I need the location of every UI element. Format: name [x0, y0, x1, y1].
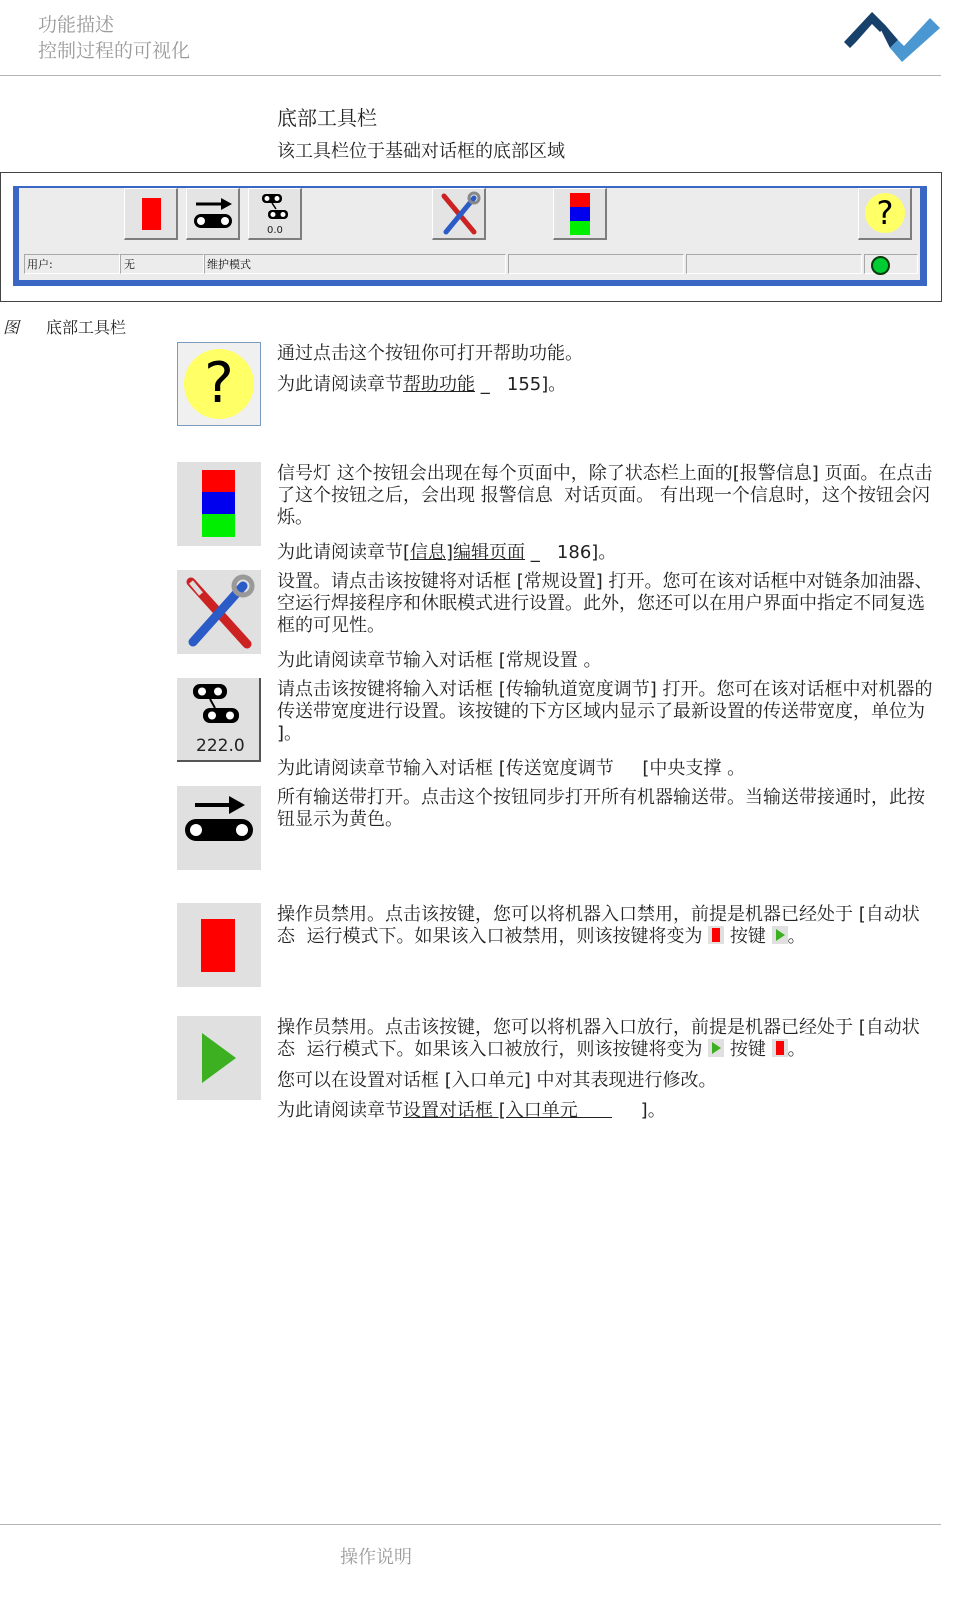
inlet-release-description: 操作员禁用。点击该按键，您可以将机器入口放行，前提是机器已经处于 [自动状态 运行模式下。如果该入口被放行，则该按键将变为 按键 。 — [277, 1017, 920, 1060]
tools-wrench-screwdriver-icon — [434, 190, 484, 238]
conveyors-description: 所有输送带打开。点击这个按钮同步打开所有机器输送带。当输送带接通时，此按钮显示为黄色。 — [277, 787, 925, 830]
signal-light-icon — [202, 470, 235, 537]
toolbar-stop-button[interactable] — [124, 188, 178, 240]
conveyor-start-icon — [177, 786, 261, 870]
inlet-release-reference: 为此请阅读章节设置对话框 [入口单元 ]。 — [277, 1100, 666, 1121]
tools-wrench-screwdriver-icon — [177, 570, 261, 654]
signal-light-button-large — [177, 462, 261, 546]
help-button-large — [177, 342, 261, 426]
footer-text: 操作说明 — [340, 1547, 412, 1568]
signal-light-icon — [570, 193, 590, 235]
green-play-icon — [202, 1033, 236, 1083]
red-stop-mini-icon — [708, 926, 724, 944]
red-stop-mini-icon — [772, 1039, 788, 1057]
section-title: 底部工具栏 — [277, 106, 377, 130]
conveyor-width-value: 222.0 — [196, 736, 245, 756]
conveyor-width-button-large — [177, 678, 261, 762]
help-description: 通过点击这个按钮你可打开帮助功能。 — [277, 343, 583, 364]
inlet-disable-button-large — [177, 903, 261, 987]
toolbar-conveyor-width-button[interactable] — [248, 188, 302, 240]
settings-reference: 为此请阅读章节输入对话框 [常规设置 。 — [277, 650, 602, 671]
header-chapter: 功能描述 — [38, 14, 115, 36]
red-stop-icon — [201, 919, 235, 972]
signal-description: 信号灯 这个按钮会出现在每个页面中，除了状态栏上面的[报警信息] 页面。在点击了这个按钮之后，会出现 报警信息 对话页面。 有出现一个信息时，这个按钮会闪烁。 — [277, 463, 933, 528]
status-ok-indicator-icon — [871, 256, 890, 275]
toolbar-help-button[interactable] — [858, 188, 912, 240]
help-question-icon — [865, 193, 905, 233]
help-reference: 为此请阅读章节帮助功能 _ 155]。 — [277, 374, 567, 395]
help-reference-link[interactable]: 帮助功能 — [403, 374, 475, 395]
header-divider — [0, 75, 941, 76]
green-play-mini-icon — [772, 926, 788, 944]
footer-divider — [0, 1524, 941, 1525]
signal-reference: 为此请阅读章节[信息]编辑页面 _ 186]。 — [277, 542, 617, 563]
conveyor-width-icon — [250, 190, 300, 224]
status-mode: 维护模式 — [207, 258, 251, 271]
status-cell-empty-1 — [508, 254, 684, 274]
inlet-release-note: 您可以在设置对话框 [入口单元] 中对其表现进行修改。 — [277, 1070, 717, 1091]
status-user-label: 用户: — [27, 258, 53, 271]
conveyor-width-icon — [177, 680, 257, 730]
status-user-value: 无 — [124, 258, 135, 271]
figure-label: 图 — [3, 318, 20, 337]
conveyor-width-description: 请点击该按键将输入对话框 [传输轨道宽度调节] 打开。您可在该对话框中对机器的传送带宽度进行设置。该按键的下方区域内显示了最新设置的传送带宽度，单位为 ]。 — [277, 679, 971, 744]
settings-button-large — [177, 570, 261, 654]
conveyor-width-small-value: 0.0 — [267, 225, 283, 236]
company-logo — [842, 0, 944, 66]
red-stop-icon — [142, 198, 161, 230]
header-section: 控制过程的可视化 — [38, 40, 191, 62]
figure-caption: 底部工具栏 — [46, 318, 127, 337]
status-cell-empty-2 — [686, 254, 862, 274]
settings-description: 设置。请点击该按键将对话框 [常规设置] 打开。您可在该对话框中对链条加油器、空运行焊接程序和休眠模式进行设置。此外，您还可以在用户界面中指定不同复选框的可见性。 — [277, 571, 933, 636]
conveyor-start-button-large — [177, 786, 261, 870]
conveyor-width-reference: 为此请阅读章节输入对话框 [传送宽度调节 [中央支撑 。 — [277, 758, 746, 779]
conveyor-start-icon — [188, 191, 238, 237]
inlet-release-button-large — [177, 1016, 261, 1100]
toolbar-signal-light-button[interactable] — [553, 188, 607, 240]
toolbar-settings-button[interactable] — [432, 188, 486, 240]
inlet-release-reference-link[interactable]: 设置对话框 [入口单元 — [403, 1100, 613, 1121]
inlet-disable-description: 操作员禁用。点击该按键，您可以将机器入口禁用，前提是机器已经处于 [自动状态 运行模式下。如果该入口被禁用，则该按键将变为 按键 。 — [277, 904, 920, 947]
green-play-mini-icon — [708, 1039, 724, 1057]
section-subtitle: 该工具栏位于基础对话框的底部区域 — [277, 141, 565, 162]
help-glyph: ? — [876, 194, 894, 232]
help-question-icon: ? — [184, 349, 254, 419]
toolbar-conveyor-start-button[interactable] — [186, 188, 240, 240]
signal-reference-link[interactable]: [信息]编辑页面 — [403, 542, 526, 563]
